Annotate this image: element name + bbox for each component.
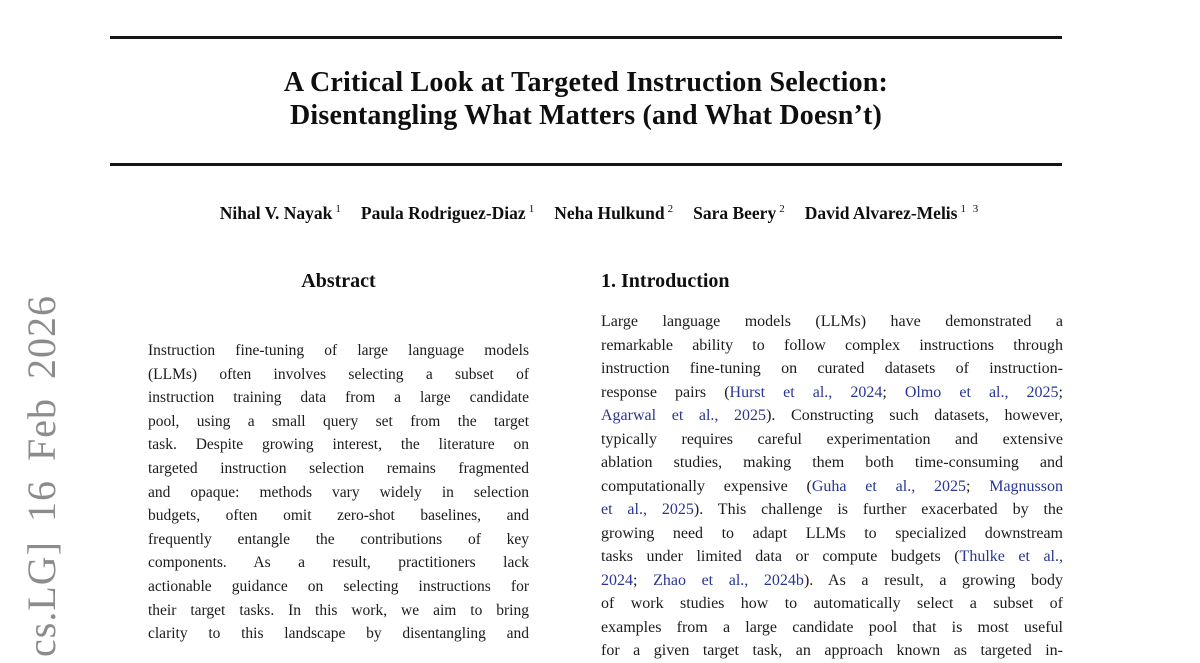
author-affiliation-sup: 2 bbox=[779, 203, 787, 216]
paper-title bbox=[110, 66, 1062, 132]
text-segment: frequently entangle the contributions of key bbox=[148, 530, 529, 548]
author-name: Neha Hulkund $^2$ bbox=[554, 203, 676, 223]
text-segment: for a given target task, an approach known as targeted in- bbox=[601, 642, 1063, 659]
text-segment: Large language models (LLMs) have demonstrated a bbox=[601, 313, 1063, 330]
citation-link[interactable]: Guha et al., 2025 bbox=[811, 477, 966, 495]
introduction-line bbox=[601, 404, 1063, 428]
citation-link[interactable]: Magnusson bbox=[989, 477, 1063, 495]
author-affiliation-sup: 1 bbox=[528, 203, 537, 216]
text-segment: of work studies how to automatically select a subset of bbox=[601, 595, 1063, 612]
abstract-line bbox=[148, 457, 529, 481]
text-segment: ablation studies, making them both time-consuming and bbox=[601, 454, 1063, 471]
text-segment: ; bbox=[965, 477, 990, 495]
author-affiliation-sup: 1 3 bbox=[960, 203, 981, 216]
author-affiliation-sup: 2 bbox=[667, 203, 676, 216]
introduction-line bbox=[601, 498, 1063, 522]
text-segment: Instruction fine-tuning of large language models bbox=[148, 342, 529, 359]
introduction-line bbox=[601, 428, 1063, 452]
text-segment: components. As a result, practitioners lack bbox=[148, 554, 529, 572]
introduction-line bbox=[601, 310, 1063, 334]
text-segment: budgets, often omit zero-shot baselines, and bbox=[148, 507, 529, 525]
abstract-heading: Abstract bbox=[301, 270, 376, 292]
introduction-line bbox=[601, 616, 1063, 640]
text-segment: tasks under limited data or compute budgets ( bbox=[601, 548, 960, 565]
text-segment: ; bbox=[1058, 383, 1063, 401]
text-segment: targeted instruction selection remains fragmented bbox=[148, 459, 529, 477]
text-segment: instruction training data from a large candidate bbox=[148, 389, 529, 407]
citation-link[interactable]: et al., 2025 bbox=[601, 501, 694, 518]
citation-link[interactable]: Agarwal et al., 2025 bbox=[601, 407, 767, 424]
author-name: Nihal V. Nayak $^1$ bbox=[219, 203, 343, 223]
introduction-line bbox=[601, 545, 1063, 569]
abstract-line bbox=[148, 528, 529, 552]
text-segment: computationally expensive ( bbox=[601, 477, 812, 495]
abstract-line bbox=[148, 599, 529, 623]
text-segment: pool, using a small query set from the target bbox=[148, 412, 529, 430]
text-segment: clarity to this landscape by disentangling and bbox=[148, 625, 529, 643]
text-segment: ; bbox=[633, 571, 654, 589]
abstract-line bbox=[148, 339, 529, 363]
abstract-line bbox=[148, 433, 529, 457]
text-segment: typically requires careful experimentation and extensive bbox=[601, 430, 1063, 448]
introduction-line bbox=[601, 334, 1063, 358]
abstract-line bbox=[148, 575, 529, 599]
text-segment: ). Constructing such datasets, however, bbox=[766, 407, 1063, 424]
introduction-line bbox=[601, 357, 1063, 381]
text-segment: and opaque: methods vary widely in selection bbox=[148, 483, 529, 501]
text-segment: (LLMs) often involves selecting a subset of bbox=[148, 365, 529, 383]
abstract-line bbox=[148, 551, 529, 575]
introduction-line bbox=[601, 381, 1063, 405]
arxiv-watermark: cs.LG] 16 Feb 2026 bbox=[19, 295, 64, 657]
text-segment: remarkable ability to follow complex instructions through bbox=[601, 336, 1063, 354]
author-name: Paula Rodriguez-Diaz $^1$ bbox=[360, 203, 537, 223]
abstract-line bbox=[148, 410, 529, 434]
text-segment: their target tasks. In this work, we aim to bring bbox=[148, 601, 529, 619]
citation-link[interactable]: Hurst et al., 2024 bbox=[729, 383, 883, 401]
introduction-line bbox=[601, 569, 1063, 593]
author-name: David Alvarez-Melis $^{1 3}$ bbox=[804, 203, 981, 223]
text-segment: ; bbox=[882, 383, 905, 401]
text-segment: ). As a result, a growing body bbox=[803, 571, 1064, 589]
citation-link[interactable]: Olmo et al., 2025 bbox=[904, 383, 1059, 401]
paper-title-line-1: A Critical Look at Targeted Instruction Selection: bbox=[283, 67, 889, 98]
author-affiliation-sup: 1 bbox=[335, 203, 343, 216]
title-rule-top bbox=[110, 36, 1062, 39]
abstract-line bbox=[148, 622, 529, 646]
paper-title-line-2: Disentangling What Matters (and What Doesn’t) bbox=[289, 100, 883, 131]
introduction-line bbox=[601, 522, 1063, 546]
introduction-line bbox=[601, 451, 1063, 475]
abstract-body bbox=[148, 339, 529, 646]
abstract-line bbox=[148, 363, 529, 387]
text-segment: task. Despite growing interest, the literature on bbox=[148, 436, 529, 454]
introduction-line bbox=[601, 475, 1063, 499]
abstract-line bbox=[148, 481, 529, 505]
author-line bbox=[0, 203, 1200, 224]
text-segment: actionable guidance on selecting instructions for bbox=[148, 577, 529, 595]
citation-link[interactable]: Zhao et al., 2024b bbox=[653, 571, 804, 589]
introduction-body bbox=[601, 310, 1063, 663]
citation-link[interactable]: 2024 bbox=[601, 571, 633, 589]
text-segment: instruction fine-tuning on curated datasets of instruction- bbox=[601, 360, 1063, 377]
introduction-line bbox=[601, 592, 1063, 616]
abstract-line bbox=[148, 504, 529, 528]
text-segment: growing need to adapt LLMs to specialized downstream bbox=[601, 524, 1063, 542]
abstract-line bbox=[148, 386, 529, 410]
text-segment: ). This challenge is further exacerbated by the bbox=[693, 501, 1063, 518]
text-segment: response pairs ( bbox=[601, 383, 730, 401]
citation-link[interactable]: Thulke et al., bbox=[959, 548, 1063, 565]
author-name: Sara Beery $^2$ bbox=[693, 203, 787, 223]
introduction-heading: 1. Introduction bbox=[601, 270, 730, 292]
introduction-line bbox=[601, 639, 1063, 663]
title-rule-bottom bbox=[110, 163, 1062, 166]
text-segment: examples from a large candidate pool that is most useful bbox=[601, 618, 1063, 636]
